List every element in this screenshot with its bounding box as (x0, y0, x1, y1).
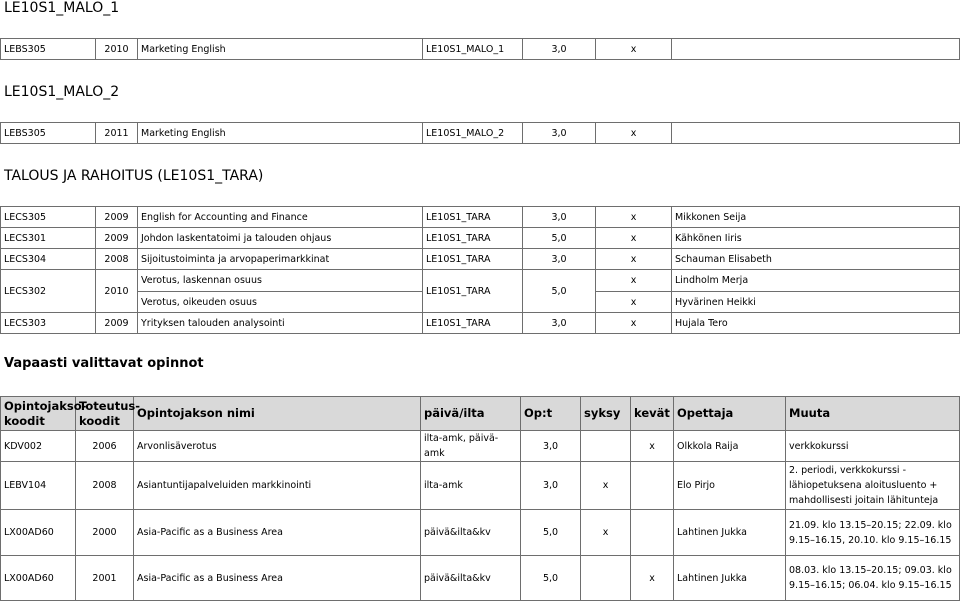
course-credits: 3,0 (521, 431, 581, 462)
course-group: LE10S1_TARA (423, 228, 523, 249)
course-name: English for Accounting and Finance (138, 207, 423, 228)
course-code: LEBS305 (1, 39, 96, 60)
course-credits: 3,0 (523, 313, 596, 334)
header-time: päivä/ilta (421, 397, 521, 431)
course-name: Marketing English (138, 123, 423, 144)
table-header-row (1, 397, 960, 431)
course-group: LE10S1_TARA (423, 207, 523, 228)
table-row (1, 270, 960, 313)
table-row (1, 462, 960, 510)
course-year: 2008 (96, 249, 138, 270)
table-row (1, 510, 960, 556)
course-name: Verotus, oikeuden osuus (138, 291, 422, 312)
course-table-malo1 (0, 38, 960, 60)
course-group: LE10S1_TARA (423, 270, 523, 313)
course-code: LECS305 (1, 207, 96, 228)
course-group: LE10S1_MALO_1 (423, 39, 523, 60)
course-code: LECS301 (1, 228, 96, 249)
course-notes: 21.09. klo 13.15–20.15; 22.09. klo 9.15–16.15, 20.10. klo 9.15–16.15 (786, 510, 960, 556)
course-name: Asiantuntijapalveluiden markkinointi (134, 462, 421, 510)
course-mark: x (630, 275, 637, 286)
table-row (1, 431, 960, 462)
course-credits: 5,0 (521, 510, 581, 556)
course-notes: 08.03. klo 13.15–20.15; 09.03. klo 9.15–16.15; 06.04. klo 9.15–16.15 (786, 556, 960, 601)
course-name: Verotus, laskennan osuus (141, 275, 262, 286)
course-notes: 2. periodi, verkkokurssi - lähiopetuksena aloitusluento + mahdollisesti joitain lähitunteja (786, 462, 960, 510)
course-mark: x (596, 228, 672, 249)
course-group: LE10S1_MALO_2 (423, 123, 523, 144)
spring-mark (631, 510, 674, 556)
course-teacher: Hujala Tero (672, 313, 960, 334)
course-time: päivä&ilta&kv (421, 510, 521, 556)
course-name: Arvonlisäverotus (134, 431, 421, 462)
course-mark: x (596, 123, 672, 144)
impl-code: 2006 (76, 431, 134, 462)
course-year: 2009 (96, 313, 138, 334)
section-heading-malo1: LE10S1_MALO_1 (4, 0, 120, 16)
course-mark: x (596, 249, 672, 270)
course-name: Marketing English (138, 39, 423, 60)
table-row (1, 556, 960, 601)
course-table-tara (0, 206, 960, 334)
course-year: 2010 (96, 39, 138, 60)
course-name: Yrityksen talouden analysointi (138, 313, 423, 334)
course-teacher: Schauman Elisabeth (672, 249, 960, 270)
course-code: LX00AD60 (1, 510, 76, 556)
course-credits: 3,0 (523, 39, 596, 60)
course-name-split (138, 270, 423, 313)
impl-code: 2001 (76, 556, 134, 601)
course-mark: x (596, 207, 672, 228)
course-teacher: Kähkönen Iiris (672, 228, 960, 249)
course-year: 2011 (96, 123, 138, 144)
course-group: LE10S1_TARA (423, 249, 523, 270)
course-credits: 3,0 (521, 462, 581, 510)
course-code: LEBV104 (1, 462, 76, 510)
course-time: ilta-amk, päivä-amk (421, 431, 521, 462)
course-notes: verkkokurssi (786, 431, 960, 462)
course-teacher-split (672, 270, 960, 313)
course-teacher: Olkkola Raija (674, 431, 786, 462)
impl-code: 2008 (76, 462, 134, 510)
course-group: LE10S1_TARA (423, 313, 523, 334)
course-mark: x (596, 291, 671, 312)
table-row (1, 123, 960, 144)
electives-heading: Vapaasti valittavat opinnot (4, 356, 204, 371)
course-code: LEBS305 (1, 123, 96, 144)
spring-mark (631, 462, 674, 510)
course-year: 2009 (96, 228, 138, 249)
course-teacher (672, 39, 960, 60)
table-row (1, 39, 960, 60)
autumn-mark: x (581, 510, 631, 556)
section-heading-tara: TALOUS JA RAHOITUS (LE10S1_TARA) (4, 168, 264, 184)
course-name: Sijoitustoiminta ja arvopaperimarkkinat (138, 249, 423, 270)
table-row (1, 228, 960, 249)
course-credits: 3,0 (523, 249, 596, 270)
course-year: 2010 (96, 270, 138, 313)
course-teacher: Lahtinen Jukka (674, 510, 786, 556)
header-autumn: syksy (581, 397, 631, 431)
spring-mark: x (631, 556, 674, 601)
course-name: Asia-Pacific as a Business Area (134, 556, 421, 601)
course-code: LECS302 (1, 270, 96, 313)
autumn-mark (581, 431, 631, 462)
table-row (1, 207, 960, 228)
impl-code: 2000 (76, 510, 134, 556)
header-course-name: Opintojakson nimi (134, 397, 421, 431)
header-teacher: Opettaja (674, 397, 786, 431)
course-credits: 5,0 (523, 270, 596, 313)
spring-mark: x (631, 431, 674, 462)
course-code: LECS303 (1, 313, 96, 334)
course-teacher: Mikkonen Seija (672, 207, 960, 228)
electives-table (0, 396, 960, 601)
course-year: 2009 (96, 207, 138, 228)
header-credits: Op:t (521, 397, 581, 431)
course-mark-split (596, 270, 672, 313)
course-teacher: Elo Pirjo (674, 462, 786, 510)
course-time: päivä&ilta&kv (421, 556, 521, 601)
course-teacher: Lindholm Merja (675, 275, 749, 286)
table-row (1, 249, 960, 270)
course-name: Johdon laskentatoimi ja talouden ohjaus (138, 228, 423, 249)
course-teacher: Hyvärinen Heikki (672, 291, 959, 312)
header-notes: Muuta (786, 397, 960, 431)
course-credits: 5,0 (523, 228, 596, 249)
course-table-malo2 (0, 122, 960, 144)
autumn-mark: x (581, 462, 631, 510)
course-credits: 3,0 (523, 123, 596, 144)
header-impl-code: Toteutus-koodit (76, 397, 134, 431)
section-heading-malo2: LE10S1_MALO_2 (4, 84, 120, 100)
course-teacher (672, 123, 960, 144)
course-code: LECS304 (1, 249, 96, 270)
course-credits: 5,0 (521, 556, 581, 601)
header-spring: kevät (631, 397, 674, 431)
course-teacher: Lahtinen Jukka (674, 556, 786, 601)
course-code: LX00AD60 (1, 556, 76, 601)
course-mark: x (596, 39, 672, 60)
course-time: ilta-amk (421, 462, 521, 510)
autumn-mark (581, 556, 631, 601)
table-row (1, 313, 960, 334)
course-credits: 3,0 (523, 207, 596, 228)
course-code: KDV002 (1, 431, 76, 462)
course-name: Asia-Pacific as a Business Area (134, 510, 421, 556)
course-mark: x (596, 313, 672, 334)
header-course-code: Opintojakso-koodit (1, 397, 76, 431)
